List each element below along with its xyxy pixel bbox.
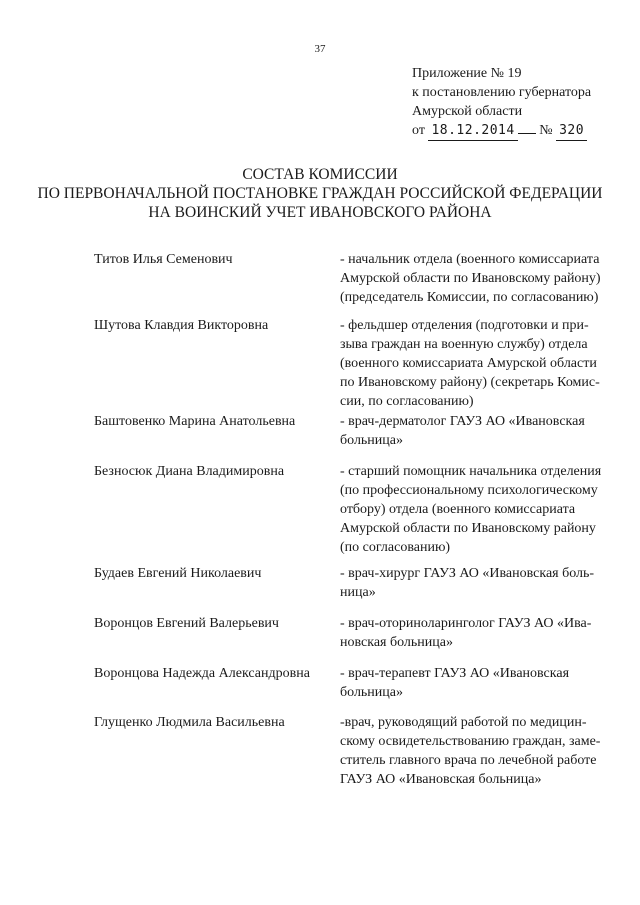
member-role-line: (по профессиональному психологическому (340, 483, 598, 498)
member-name: Глущенко Людмила Васильевна (94, 715, 285, 730)
date-prefix: от (412, 123, 425, 138)
member-role-line: скому освидетельствованию граждан, заме- (340, 734, 601, 749)
member-name: Воронцова Надежда Александровна (94, 666, 310, 681)
member-role (340, 462, 602, 557)
resolution-date: 18.12.2014 (428, 121, 517, 141)
title-line-2: ПО ПЕРВОНАЧАЛЬНОЙ ПОСТАНОВКЕ ГРАЖДАН РОССИЙСКОЙ ФЕДЕРАЦИИ (37, 185, 603, 202)
member-name: Безносюк Диана Владимировна (94, 464, 285, 479)
member-role-line: ститель главного врача по лечебной работе (340, 753, 597, 768)
member-name: Шутова Клавдия Викторовна (94, 318, 269, 333)
member-role (340, 614, 602, 652)
member-name: Будаев Евгений Николаевич (94, 566, 262, 581)
member-role-line: - начальник отдела (военного комиссариата (340, 252, 600, 267)
member-role (340, 664, 602, 702)
member-role-line: больница» (340, 685, 403, 700)
member-role-line: отбору) отдела (военного комиссариата (340, 502, 576, 517)
member-role (340, 250, 602, 307)
member-role-line: сии, по согласованию) (340, 394, 474, 409)
number-prefix: № (539, 123, 553, 138)
page-number: 37 (314, 43, 326, 55)
member-role-line: (председатель Комиссии, по согласованию) (340, 290, 599, 305)
member-role (340, 713, 602, 789)
appendix-line-3: Амурской области (412, 104, 523, 119)
title-line-1: СОСТАВ КОМИССИИ (242, 166, 398, 183)
member-role (340, 316, 602, 411)
member-name: Воронцов Евгений Валерьевич (94, 616, 279, 631)
member-role-line: ница» (340, 585, 376, 600)
appendix-line-2: к постановлению губернатора (412, 85, 592, 100)
title-line-3: НА ВОИНСКИЙ УЧЕТ ИВАНОВСКОГО РАЙОНА (148, 204, 492, 221)
member-role-line: по Ивановскому району) (секретарь Комис- (340, 375, 600, 390)
member-name: Титов Илья Семенович (94, 252, 233, 267)
member-role (340, 412, 602, 450)
member-role-line: - фельдшер отделения (подготовки и при- (340, 318, 589, 333)
appendix-header (412, 64, 591, 141)
member-role-line: - врач-хирург ГАУЗ АО «Ивановская боль- (340, 566, 595, 581)
member-role-line: - старший помощник начальника отделения (340, 464, 602, 479)
member-role-line: Амурской области по Ивановскому району (340, 521, 596, 536)
member-role-line: - врач-терапевт ГАУЗ АО «Ивановская (340, 666, 570, 681)
member-role-line: ГАУЗ АО «Ивановская больница» (340, 772, 542, 787)
appendix-date-line (412, 121, 591, 141)
member-role-line: - врач-оториноларинголог ГАУЗ АО «Ива- (340, 616, 592, 631)
member-role-line: (военного комиссариата Амурской области (340, 356, 597, 371)
member-role-line: зыва граждан на военную службу) отдела (340, 337, 588, 352)
member-role-line: -врач, руководящий работой по медицин- (340, 715, 587, 730)
member-role-line: больница» (340, 433, 403, 448)
document-title (0, 165, 640, 222)
member-role-line: (по согласованию) (340, 540, 451, 555)
date-underline (518, 133, 536, 134)
member-role-line: Амурской области по Ивановскому району) (340, 271, 601, 286)
member-role (340, 564, 602, 602)
member-role-line: новская больница» (340, 635, 453, 650)
member-role-line: - врач-дерматолог ГАУЗ АО «Ивановская (340, 414, 585, 429)
resolution-number: 320 (556, 121, 587, 141)
member-name: Баштовенко Марина Анатольевна (94, 414, 296, 429)
appendix-line-1: Приложение № 19 (412, 66, 522, 81)
